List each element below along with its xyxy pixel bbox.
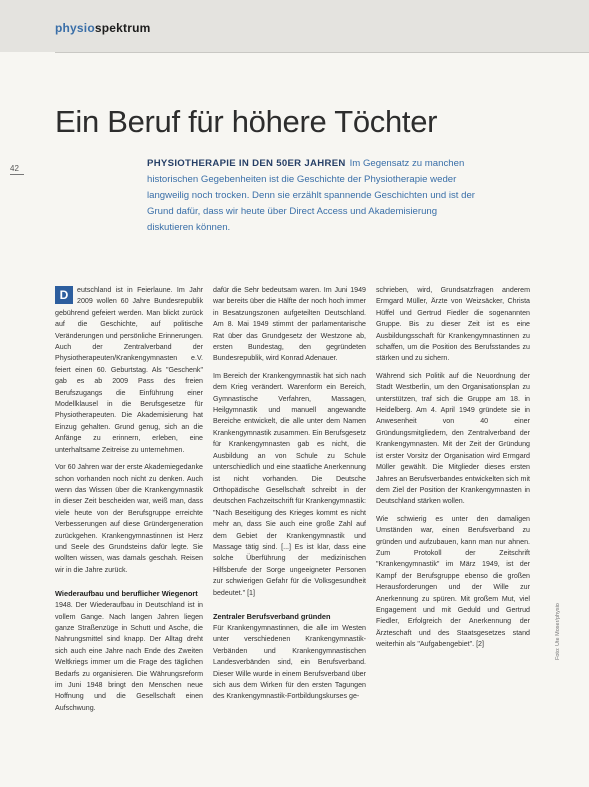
paragraph-text: eutschland ist in Feierlaune. Im Jahr 2009 wollen 60 Jahre Bundesrepublik gebührend gefeiert werden. Man blickt zurück auf die Geschichte, auf politische Veränderungen und persönliche Erinnerungen. Auch der Zentralverband der Physiotherapeuten/Krankengymnasten e.V. feiert einen 60. Geburtstag. Als "Geschenk" gab es ab 2009 Pass des freien Berufszugangs die Einführung einer Modellklausel in die Berufsgesetze für Physiotherapeuten. Die Akademisierung hat Einzug gehalten. Grund genug, sich an die Anfänge zu erinnern, erleben, eine unterhaltsame Zeitreise zu unternehmen. — [55, 286, 203, 454]
paragraph: schrieben, wird, Grundsatzfragen anderem Ermgard Müller, Ärzte von Weizsäcker, Christa Hüffel und Gertrud Fiedler die sogenannten Gruppe. Bis zu dieser Zeit ist es eine Ausbildungsschaft für Krankengymnastinnen zu schaffen, um die Position des Berufsstandes zu stärken und zu sichern. — [376, 286, 530, 363]
paragraph: dafür die Sehr bedeutsam waren. Im Juni 1949 war bereits über die Hälfte der noch hoch immer in Besatzungszonen aufgeteilten Deutschland. Am 8. Mai 1949 stimmt der parlamentarische Rat über das Grundgesetz der Westzone ab, ersten Bundestag, den gegründeten Bundesrepublik, wird Konrad Adenauer. — [213, 286, 366, 363]
paragraph: Vor 60 Jahren war der erste Akademiegedanke schon vorhanden noch nicht zu denken. Auch wenn das Wissen über die Krankengymnastik in dieser Zeit bescheiden war, weiß man, dass viele heute von der Berufsgruppe erreichte Verbesserungen auf diese Gründergeneration zurückgehen. Krankengymnastinnen ist Herz und Seele des Grundsteins dafür legte. Sie wollten wissen, was damals geschah. Reisen wir in die Jahre zurück. — [55, 463, 203, 574]
column-1 — [55, 285, 203, 720]
paragraph: Wie schwierig es unter den damaligen Umständen war, einen Berufsverband zu gründen und aufzubauen, kann man nur ahnen. Zum Protokoll der Zeitschrift "Krankengymnastik" im März 1949, ist der Kampf der Berufsgruppe ebenso die großen Herausforderungen und der Wille zur Anerkennung zu spüren. Mit großem Mut, viel Engagement und mit Geduld und Gertrud Fiedler, Erfolgreich der Anerkennung der Ärzteschaft und des Staatsgesetzes stand weiterhin als "Aufgabengebiet". [2] — [376, 514, 530, 649]
lead-text: Im Gegensatz zu manchen historischen Gegebenheiten ist die Geschichte der Physiotherapie weder langweilig noch trocken. Denn sie erzählt spannende Geschichten und ist der Grund dafür, dass wir heute über Direct Access und Akademisierung diskutieren können. — [147, 158, 475, 233]
article-title: Ein Beruf für höhere Töchter — [55, 104, 438, 139]
photo-credit: Foto: Ute Moser/physio — [555, 603, 561, 660]
header-rule — [55, 52, 589, 53]
drop-cap: D — [55, 286, 73, 304]
page-number-rule — [10, 174, 24, 175]
paragraph: Für Krankengymnastinnen, die alle im Westen unter verschiedenen Krankengymnastik-Verbänden und Krankengymnastischen Landesverbänden sind, ein Berufsverband. Dieser Wille wurde in einem Berufsverband über sich aus dem Wirken für den ersten Tagungen des Krankengymnastik-Fortbildungskurses ge- — [213, 623, 366, 701]
article-lead — [147, 156, 477, 236]
article-kicker: PHYSIOTHERAPIE IN DEN 50ER JAHREN — [147, 158, 346, 169]
subheading: Zentraler Berufsverband gründen — [213, 611, 331, 621]
paragraph: Im Bereich der Krankengymnastik hat sich nach dem Krieg verändert. Warenform ein Bereich, Gymnastische Verfahren, Massagen, Heilgymnastik und manuell angewandte Bereiche entwickelt, die alle unter dem Namen Krankengymnastik zusammen. Ein Berufsgesetz für Krankengymnasten gab es nicht, die Ausbildung an von Schule zu Schule unterschiedlich und eine staatliche Anerkennung ist nicht vorhanden. Die Deutsche Orthopädische Gesellschaft schreibt in der deutschen Fachzeitschrift für Krankengymnastik: "Nach Beseitigung des Krieges kommt es nicht mehr an, dass Sie auch eine große Zahl auf dem Gebiet der Krankengymnastik und Massage tätig sind. [...] Es ist klar, dass eine solche Überführung der medizinischen Hilfsberufe der Sorge ungeeigneter Personen zur schwierigen Gefahr für die Volksgesundheit bedeutet." [1] — [213, 371, 366, 597]
subheading: Wiederaufbau und beruflicher Wiegenort — [55, 589, 198, 599]
column-3 — [376, 285, 530, 657]
logo-suffix: spektrum — [94, 21, 151, 35]
paragraph: Während sich Politik auf die Neuordnung der Stadt Westberlin, um den Organisationsplan zu unterstützen, traf sich die Gruppe am 18. in Heidelberg. Am 4. April 1949 gründete sie in Anwesenheit von 40 einer Gründungsmitgliedern, den Zentralverband der Krankengymnasten. Mit der Zeit der Gründung ist erster Vorsitz der Organisation wird Ermgard Müller gewählt. Die Mitglieder dieses ersten Jahres an Berufsverbandes entwickelten sich mit dem Ziel der Position der Krankengymnasten in Deutschland stärken wollen. — [376, 371, 530, 506]
page-number: 42 — [10, 164, 19, 173]
column-2 — [213, 285, 366, 709]
paragraph: 1948. Der Wiederaufbau in Deutschland ist in vollem Gange. Nach langen Jahren liegen ganze Straßenzüge in Schutt und Asche, die Nahrungsmittel sind knapp. Der Alltag dreht sich auch eine Jahre nach Ende des Zweiten Weltkriegs immer um die Frage des täglichen Bedarfs zu organisieren. Die Währungsreform im Juni 1948 bringt den Menschen neue Hoffnung und die Gesellschaft einen Aufschwung. — [55, 601, 203, 712]
paragraph — [55, 285, 203, 456]
logo-prefix: physio — [55, 21, 95, 35]
magazine-logo — [55, 21, 151, 35]
